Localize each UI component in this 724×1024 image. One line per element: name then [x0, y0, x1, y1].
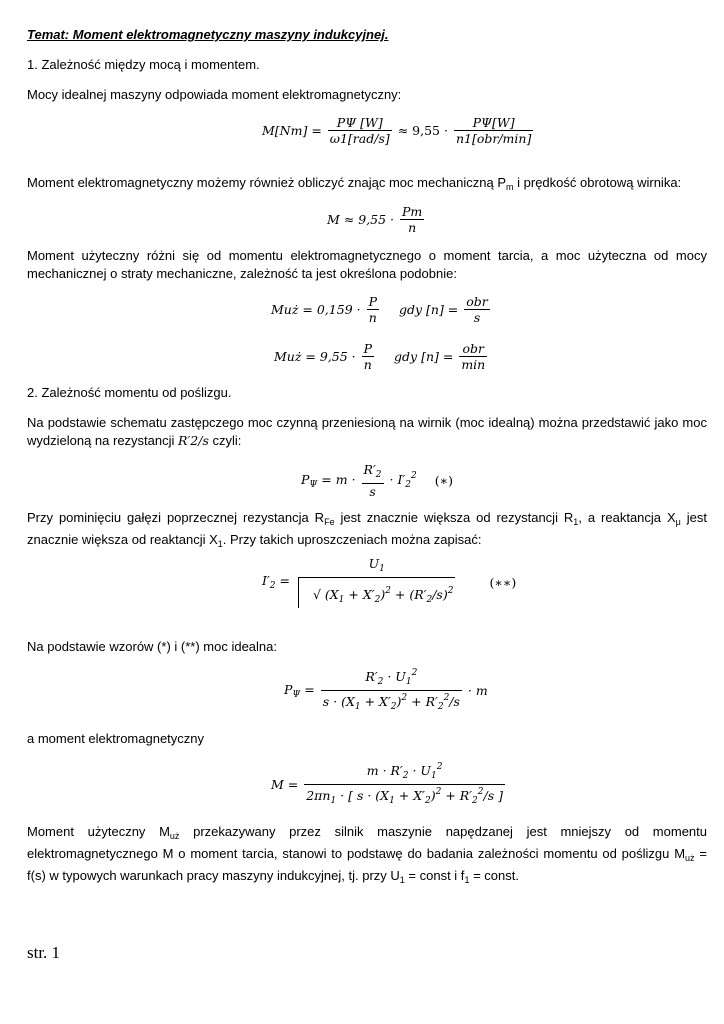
eq3b-unit-fraction — [459, 341, 487, 372]
text-final-d: = const i f — [404, 868, 465, 883]
paragraph-equivalent-circuit — [27, 414, 707, 450]
equation-useful-moment-minutes — [274, 341, 489, 372]
paragraph-approximations — [27, 509, 707, 553]
text-mech: Moment elektromagnetyczny możemy również obliczyć znając moc mechaniczną P — [27, 175, 507, 190]
eq2-denominator: n — [400, 219, 424, 235]
eq2-numerator: Pm — [401, 204, 423, 219]
text-approx-e: . Przy takich uproszczeniach można zapisać: — [222, 532, 482, 547]
eq3b-lhs: Muż = 9,55 · — [274, 349, 356, 364]
eq4-fraction: $\frac{R'_2}{s}$ — [363, 462, 382, 499]
eq1-denominator-1: ω1[rad/s] — [329, 131, 390, 146]
paragraph-from-formulas: Na podstawie wzorów (*) i (**) moc idealna: — [27, 639, 277, 654]
eq3a-fraction — [367, 294, 379, 325]
eq3a-unit-fraction — [464, 294, 490, 325]
equation-current-double-star: $I'_2$ = $\frac{U_1}{√ (X_1 + X'_2)^2 + (R'_2/s)^2}$ (∗∗) — [262, 556, 516, 608]
eq5-fraction: $\frac{U_1}{√ (X_1 + X'_2)^2 + (R'_2/s)^2}$ — [298, 556, 456, 608]
paragraph-em-moment: a moment elektromagnetyczny — [27, 731, 205, 746]
eq3a-numerator: P — [368, 294, 377, 309]
eq3b-denominator: n — [362, 356, 374, 372]
eq6-fraction: $\frac{R'_2 \cdot U_1^2}{s \cdot (X_1 + X'_2)^2 + R'_2^2/s}$ — [321, 666, 462, 715]
document-title: Temat: Moment elektromagnetyczny maszyny indukcyjnej. — [27, 27, 389, 42]
eq3a-lhs: Muż = 0,159 · — [271, 302, 361, 317]
subscript-1b: 1 — [217, 539, 223, 549]
equation-ideal-power-star: $P_\Psi = m$ · $\frac{R'_2}{s}$ · $I'_2^2$ (∗) — [301, 462, 453, 499]
eq3b-numerator: P — [363, 341, 373, 356]
eq4-label: (∗) — [434, 473, 453, 488]
eq3a-denominator: n — [367, 309, 379, 325]
text-intro: Na podstawie schematu zastępczego moc czynną przeniesioną na wirnik (moc idealną) można przedstawić jako moc wydzieloną na rezystancji — [27, 415, 707, 448]
paragraph-mechanical-power — [27, 174, 707, 196]
subscript-uz-2: uż — [685, 853, 695, 863]
paragraph-useful-moment-final — [27, 823, 707, 889]
eq3b-unit-denominator: min — [461, 357, 486, 372]
equation-moment-mechanical — [327, 204, 426, 235]
eq1-fraction-2 — [454, 115, 533, 146]
eq1-numerator-2: PΨ[W] — [472, 115, 515, 130]
inline-r2-over-s: R′2/s — [178, 433, 209, 448]
eq2-lhs: M ≈ 9,55 · — [327, 212, 394, 227]
eq5-label: (∗∗) — [489, 574, 517, 590]
text-final-c: = f(s) w typowych warunkach pracy maszyny indukcyjnej, tj. przy U — [27, 846, 707, 883]
eq3b-condition: gdy [n] = — [394, 349, 454, 364]
subscript-u1: 1 — [399, 875, 405, 885]
equation-ideal-power-result: $P_\Psi$ = $\frac{R'_2 \cdot U_1^2}{s \cdot (X_1 + X'_2)^2 + R'_2^2/s}$ · m — [284, 666, 488, 715]
section-2-heading: 2. Zależność momentu od poślizgu. — [27, 385, 232, 400]
eq1-numerator-1: PΨ [W] — [336, 115, 383, 130]
subscript-f1: 1 — [464, 875, 470, 885]
eq1-approx: ≈ 9,55 · — [397, 123, 448, 138]
text-intro-tail: czyli: — [212, 433, 242, 448]
equation-moment-power — [262, 115, 535, 146]
section-1-heading: 1. Zależność między mocą i momentem. — [27, 57, 260, 72]
eq3b-unit-numerator: obr — [462, 341, 485, 356]
eq1-lhs: M[Nm] = — [262, 123, 322, 138]
eq7-fraction: $\frac{m \cdot R'_2 \cdot U_1^2}{2\pi n_1 \cdot [ s \cdot (X_1 + X'_2)^2 + R'_2^2/s ]}$ — [304, 760, 505, 809]
subscript-uz-1: uż — [169, 831, 180, 841]
text-final-b: przekazywany przez silnik maszynie napędzanej jest mniejszy od momentu elektromagnetycznego M o moment tarcia, stanowi to podstawę do badania zależności momentu od poślizgu M — [27, 824, 707, 861]
subscript-m: m — [506, 182, 514, 192]
subscript-mu: μ — [675, 517, 681, 527]
subscript-fe: Fe — [324, 517, 335, 527]
equation-em-moment-result: M = $\frac{m \cdot R'_2 \cdot U_1^2}{2\pi n_1 \cdot [ s \cdot (X_1 + X'_2)^2 + R'_2^2/s ]}$ — [271, 760, 507, 809]
eq3a-condition: gdy [n] = — [398, 302, 459, 317]
eq3b-fraction — [362, 341, 374, 372]
eq1-fraction-1 — [328, 115, 392, 146]
eq1-denominator-2: n1[obr/min] — [455, 131, 532, 146]
eq2-fraction — [400, 204, 424, 235]
text-final-a: Moment użyteczny M — [27, 824, 170, 839]
text-approx-b: jest znacznie większa od rezystancji R — [334, 510, 574, 525]
text-approx-d: jest znacznie większa od reaktancji X — [27, 510, 708, 547]
eq3a-unit-numerator: obr — [466, 294, 488, 309]
page-number: str. 1 — [27, 943, 61, 962]
equation-useful-moment-seconds — [271, 294, 492, 325]
eq3a-unit-denominator: s — [464, 309, 490, 325]
text-final-e: = const. — [469, 868, 519, 883]
subscript-1a: 1 — [573, 517, 579, 527]
paragraph-useful-moment: Moment użyteczny różni się od momentu elektromagnetycznego o moment tarcia, a moc użyteczna od mocy mechanicznej o straty mechaniczne, zależność ta jest określona podobnie: — [27, 248, 707, 281]
paragraph-ideal-power: Mocy idealnej maszyny odpowiada moment elektromagnetyczny: — [27, 87, 402, 102]
text-mech-tail: i prędkość obrotową wirnika: — [513, 175, 682, 190]
text-approx-c: , a reaktancja X — [578, 510, 676, 525]
text-approx-a: Przy pominięciu gałęzi poprzecznej rezystancja R — [27, 510, 325, 525]
